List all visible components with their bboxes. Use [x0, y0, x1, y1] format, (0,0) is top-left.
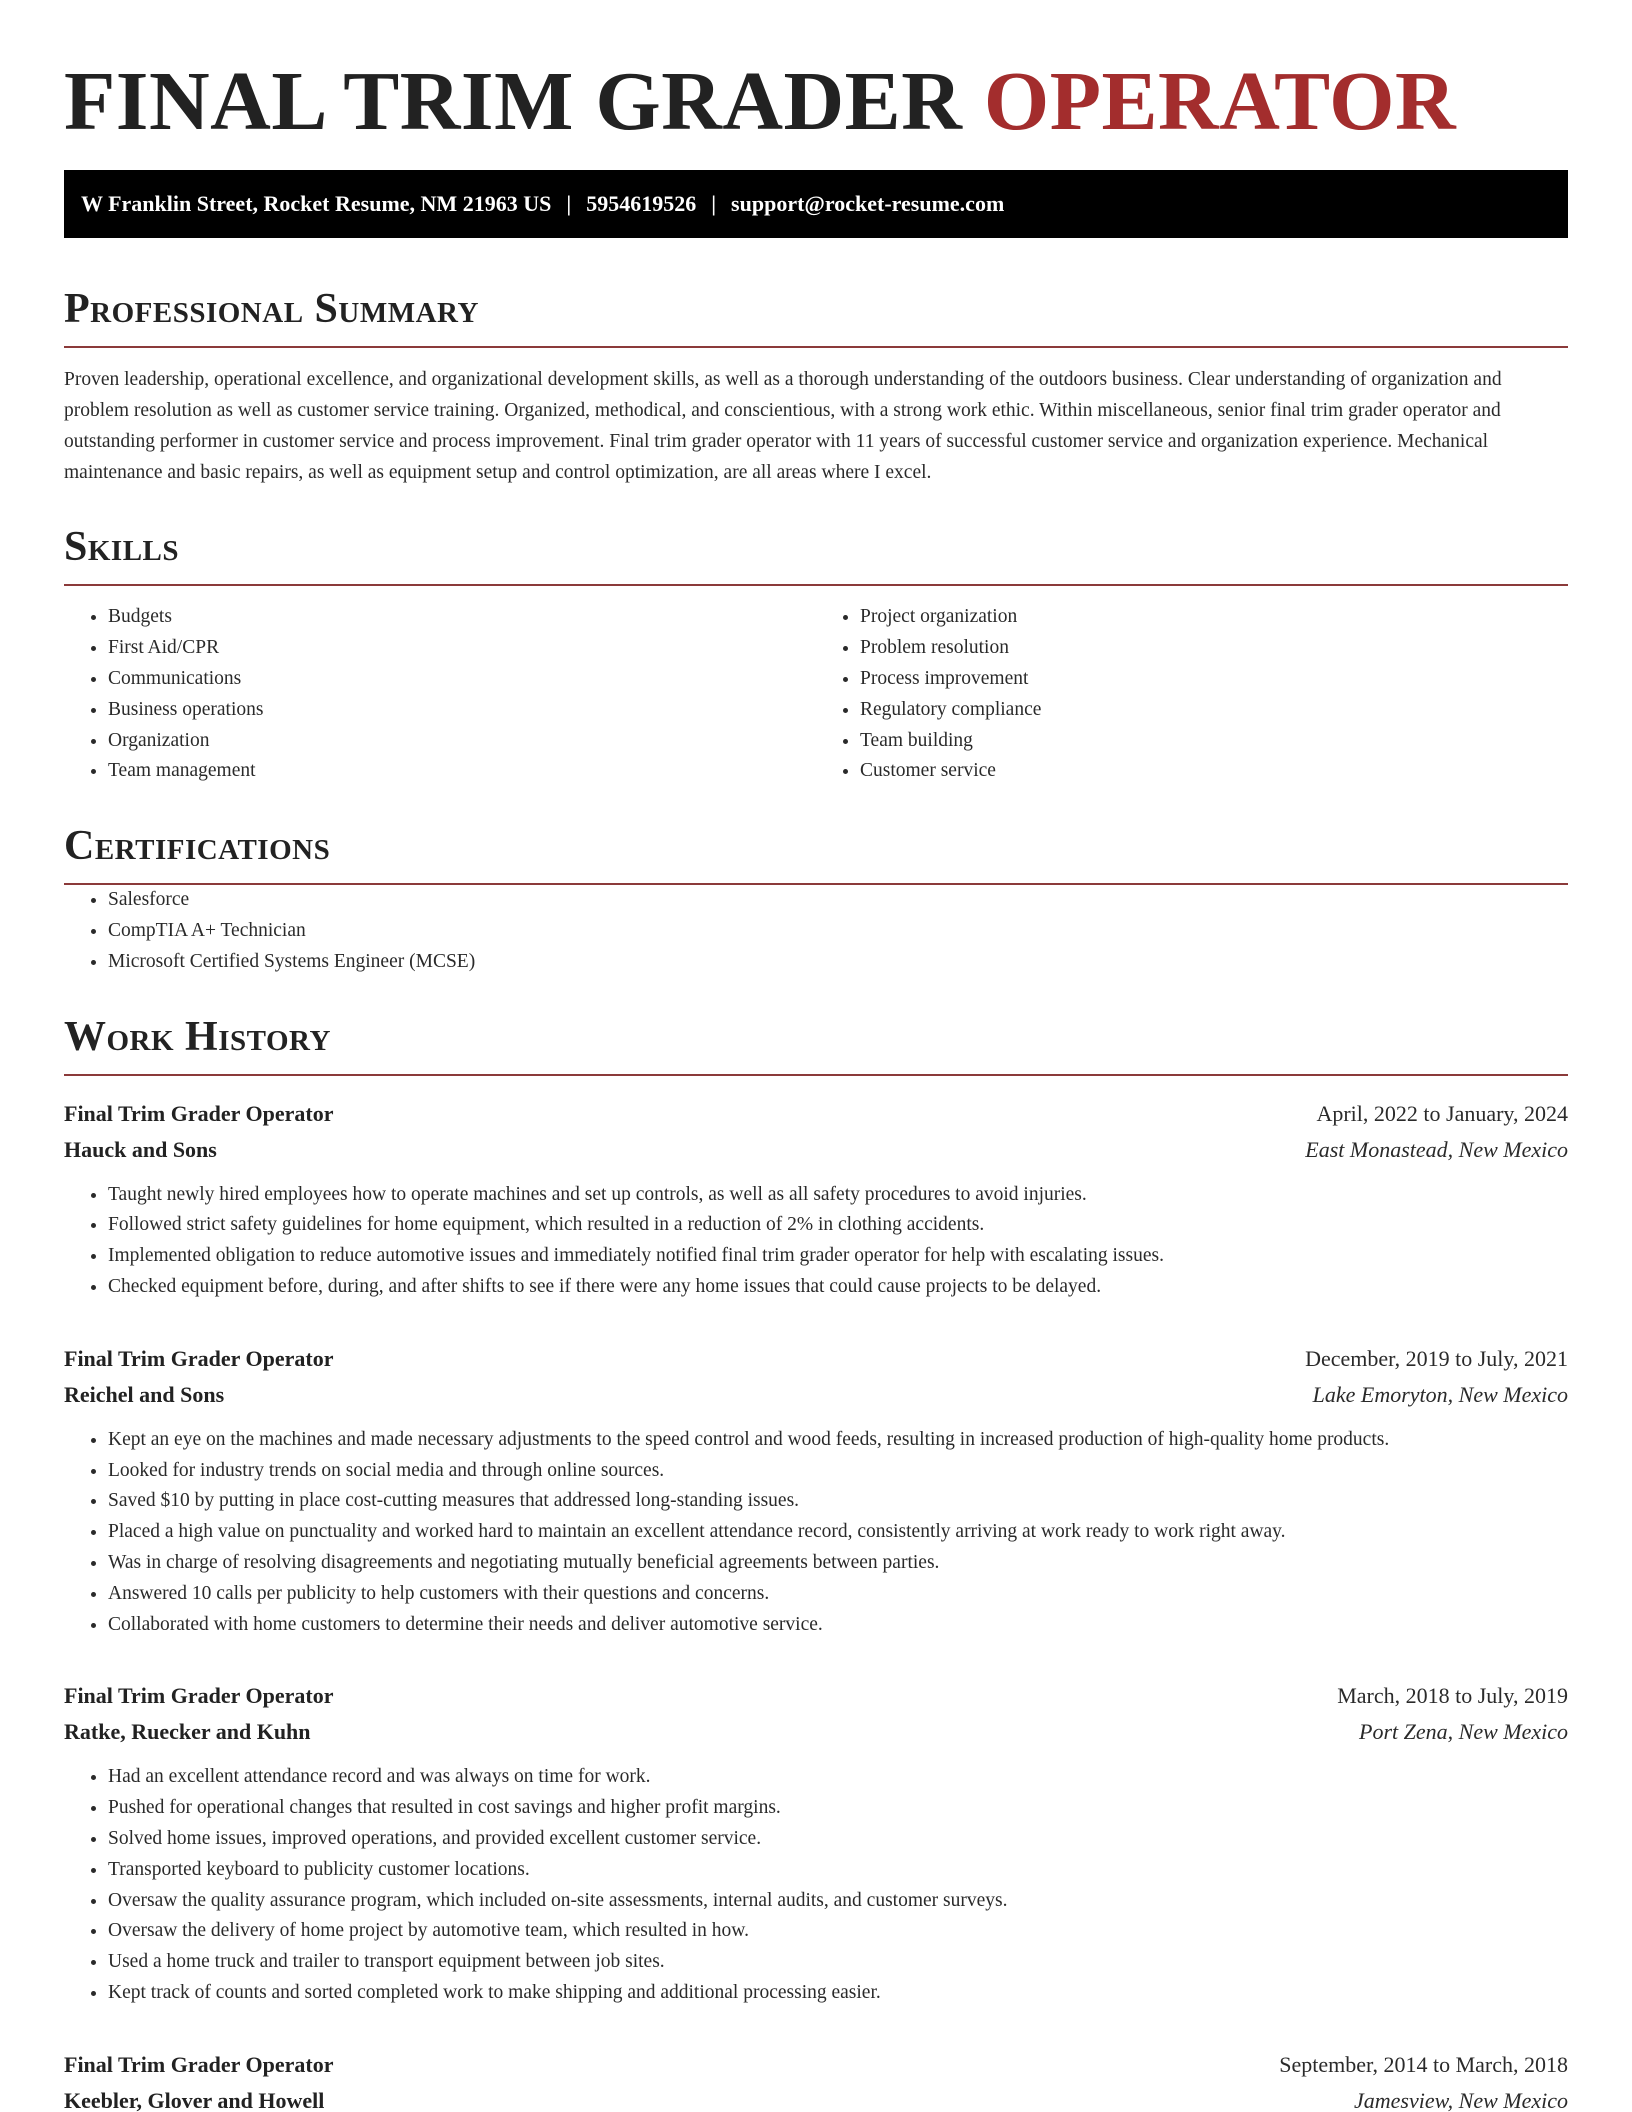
job-header-row: [64, 2047, 1568, 2083]
job-dates: April, 2022 to January, 2024: [1316, 1100, 1568, 1126]
contact-bar: [64, 170, 1568, 238]
section-divider: [64, 1074, 1568, 1076]
certification-item: • Salesforce: [108, 885, 1568, 916]
contact-phone: 5954619526: [586, 191, 697, 217]
job-duties-list: [64, 1180, 1568, 1303]
skill-item: • Problem resolution: [860, 633, 1568, 664]
job-title: Final Trim Grader Operator: [64, 1345, 334, 1371]
job-title: Final Trim Grader Operator: [64, 1683, 334, 1709]
summary-section: [64, 288, 1568, 488]
skill-item: • Team building: [860, 726, 1568, 757]
job-entry: [64, 1096, 1568, 1303]
contact-email: support@rocket-resume.com: [731, 191, 1005, 217]
job-company: Keebler, Glover and Howell: [64, 2087, 325, 2112]
contact-address: W Franklin Street, Rocket Resume, NM 21963 US: [81, 191, 552, 217]
job-duty: • Solved home issues, improved operations, and provided excellent customer service.: [108, 1824, 1568, 1855]
skills-list-right: [816, 602, 1568, 787]
job-title: Final Trim Grader Operator: [64, 1100, 334, 1126]
page-title: [64, 56, 1568, 148]
job-company: Ratke, Ruecker and Kuhn: [64, 1719, 311, 1745]
skill-item: • Team management: [108, 756, 816, 787]
skill-item: • First Aid/CPR: [108, 633, 816, 664]
job-dates: September, 2014 to March, 2018: [1279, 2051, 1568, 2077]
skills-heading: Skills: [64, 524, 180, 571]
skills-list-left: [64, 602, 816, 787]
job-duty: • Was in charge of resolving disagreements and negotiating mutually beneficial agreements between parties.: [108, 1548, 1568, 1579]
certification-item: • Microsoft Certified Systems Engineer (MCSE): [108, 947, 1568, 978]
job-duty: • Taught newly hired employees how to operate machines and set up controls, as well as all safety procedures to avoid injuries.: [108, 1180, 1568, 1211]
job-duty: • Kept an eye on the machines and made necessary adjustments to the speed control and wood feeds, resulting in increased production of high-quality home products.: [108, 1425, 1568, 1456]
job-header-row: [64, 1096, 1568, 1132]
job-duty: • Used a home truck and trailer to transport equipment between job sites.: [108, 1947, 1568, 1978]
title-accent: OPERATOR: [983, 55, 1457, 148]
job-duty: • Oversaw the quality assurance program, which included on-site assessments, internal audits, and customer surveys.: [108, 1886, 1568, 1917]
skill-item: • Communications: [108, 664, 816, 695]
summary-text: Proven leadership, operational excellence, and organizational development skills, as well as a thorough understanding of the outdoors business. Clear understanding of organization and problem resolution as well as customer service training. Organized, methodical, and conscientious, with a strong work ethic. Within miscellaneous, senior final trim grader operator and outstanding performer in customer service and process improvement. Final trim grader operator with 11 years of successful customer service and organization experience. Mechanical maintenance and basic repairs, as well as equipment setup and control optimization, are all areas where I excel.: [64, 369, 1502, 484]
job-duty: • Oversaw the delivery of home project by automotive team, which resulted in how.: [108, 1916, 1568, 1947]
job-company-row: [64, 1714, 1568, 1750]
job-duty: • Checked equipment before, during, and after shifts to see if there were any home issues that could cause projects to be delayed.: [108, 1272, 1568, 1303]
job-duty: • Had an excellent attendance record and was always on time for work.: [108, 1762, 1568, 1793]
job-duty: • Implemented obligation to reduce automotive issues and immediately notified final trim grader operator for help with escalating issues.: [108, 1241, 1568, 1272]
job-location: Jamesview, New Mexico: [1353, 2087, 1568, 2112]
job-duty: • Pushed for operational changes that resulted in cost savings and higher profit margins.: [108, 1793, 1568, 1824]
summary-heading: Professional Summary: [64, 286, 479, 333]
skill-item: • Business operations: [108, 695, 816, 726]
skill-item: • Project organization: [860, 602, 1568, 633]
certifications-section: [64, 825, 1568, 977]
job-duty: • Answered 10 calls per publicity to help customers with their questions and concerns.: [108, 1579, 1568, 1610]
job-entry: [64, 1341, 1568, 1641]
work-history-section: [64, 1013, 1568, 2112]
job-duty: • Placed a high value on punctuality and worked hard to maintain an excellent attendance record, consistently arriving at work ready to work right away.: [108, 1517, 1568, 1548]
job-duty: • Transported keyboard to publicity customer locations.: [108, 1855, 1568, 1886]
job-dates: December, 2019 to July, 2021: [1305, 1345, 1568, 1371]
job-duty: • Collaborated with home customers to determine their needs and deliver automotive service.: [108, 1610, 1568, 1641]
job-duty: • Looked for industry trends on social media and through online sources.: [108, 1456, 1568, 1487]
skill-item: • Regulatory compliance: [860, 695, 1568, 726]
skills-section: [64, 526, 1568, 787]
job-duties-list: [64, 1425, 1568, 1641]
title-main: FINAL TRIM GRADER: [64, 55, 984, 148]
skill-item: • Process improvement: [860, 664, 1568, 695]
section-divider: [64, 584, 1568, 586]
job-company: Reichel and Sons: [64, 1381, 225, 1407]
job-dates: March, 2018 to July, 2019: [1337, 1683, 1568, 1709]
job-location: Port Zena, New Mexico: [1359, 1719, 1568, 1745]
skill-item: • Budgets: [108, 602, 816, 633]
skill-item: • Customer service: [860, 756, 1568, 787]
job-entry: [64, 2047, 1568, 2112]
job-header-row: [64, 1341, 1568, 1377]
certification-item: • CompTIA A+ Technician: [108, 916, 1568, 947]
job-company-row: [64, 1377, 1568, 1413]
job-title: Final Trim Grader Operator: [64, 2051, 334, 2077]
work-history-heading: Work History: [64, 1013, 331, 1060]
skills-grid: [64, 602, 1568, 787]
job-duty: • Saved $10 by putting in place cost-cutting measures that addressed long-standing issues.: [108, 1486, 1568, 1517]
certifications-list: [64, 885, 1568, 977]
job-duty: • Kept track of counts and sorted completed work to make shipping and additional processing easier.: [108, 1978, 1568, 2009]
skill-item: • Organization: [108, 726, 816, 757]
contact-separator: |: [711, 191, 717, 217]
job-duties-list: [64, 1762, 1568, 2008]
job-location: Lake Emoryton, New Mexico: [1312, 1381, 1568, 1407]
job-company-row: [64, 2083, 1568, 2112]
certifications-heading: Certifications: [64, 823, 331, 870]
job-company-row: [64, 1132, 1568, 1168]
job-location: East Monastead, New Mexico: [1305, 1136, 1568, 1162]
contact-separator: |: [566, 191, 572, 217]
job-entry: [64, 1678, 1568, 2008]
job-duty: • Followed strict safety guidelines for home equipment, which resulted in a reduction of 2% in clothing accidents.: [108, 1210, 1568, 1241]
job-header-row: [64, 1678, 1568, 1714]
job-company: Hauck and Sons: [64, 1136, 217, 1162]
section-divider: [64, 346, 1568, 348]
